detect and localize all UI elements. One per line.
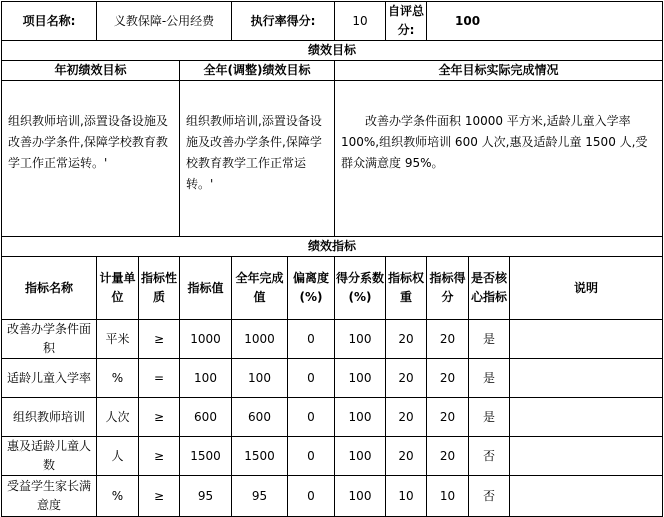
indicator-coefficient: 100 (335, 320, 386, 359)
table-row (2, 476, 663, 517)
goals-content-row (2, 81, 663, 237)
indicator-weight: 10 (386, 476, 427, 517)
goals-section-row (2, 41, 663, 61)
project-name-label: 项目名称: (2, 2, 97, 41)
indicator-nature: ≥ (139, 398, 180, 437)
table-row (2, 437, 663, 476)
execution-score-value: 10 (335, 2, 386, 41)
indicators-section-row (2, 237, 663, 257)
indicator-name: 适龄儿童入学率 (2, 359, 97, 398)
indicators-section-title: 绩效指标 (2, 237, 663, 257)
indicator-nature: ≥ (139, 320, 180, 359)
actual-completion-header: 全年目标实际完成情况 (335, 61, 663, 81)
initial-goal-text: 组织教师培训,添置设备设施及改善办学条件,保障学校教育教学工作正常运转。' (2, 81, 180, 237)
table-row (2, 320, 663, 359)
col-header-weight: 指标权重 (386, 257, 427, 320)
project-name-value: 义教保障-公用经费 (97, 2, 232, 41)
indicator-target: 100 (180, 359, 232, 398)
indicator-deviation: 0 (288, 398, 335, 437)
indicator-target: 1000 (180, 320, 232, 359)
indicator-core: 是 (469, 320, 510, 359)
col-header-target: 指标值 (180, 257, 232, 320)
adjusted-goal-text: 组织教师培训,添置设备设施及改善办学条件,保障学校教育教学工作正常运转。' (180, 81, 335, 237)
indicator-nature: ≥ (139, 437, 180, 476)
indicator-note (510, 437, 663, 476)
indicator-target: 1500 (180, 437, 232, 476)
actual-completion-text: 改善办学条件面积 10000 平方米,适龄儿童入学率 100%,组织教师培训 600 人次,惠及适龄儿童 1500 人,受群众满意度 95%。 (335, 81, 663, 237)
indicator-target: 600 (180, 398, 232, 437)
indicator-weight: 20 (386, 359, 427, 398)
indicator-name: 组织教师培训 (2, 398, 97, 437)
self-eval-label: 自评总分: (386, 2, 427, 41)
header-row (2, 2, 663, 41)
col-header-score: 指标得分 (427, 257, 469, 320)
goals-header-row (2, 61, 663, 81)
indicator-core: 是 (469, 359, 510, 398)
execution-score-label: 执行率得分: (232, 2, 335, 41)
col-header-unit: 计量单位 (97, 257, 139, 320)
initial-goal-header: 年初绩效目标 (2, 61, 180, 81)
col-header-name: 指标名称 (2, 257, 97, 320)
indicator-coefficient: 100 (335, 437, 386, 476)
indicator-deviation: 0 (288, 359, 335, 398)
indicator-score: 10 (427, 476, 469, 517)
indicator-deviation: 0 (288, 476, 335, 517)
indicator-weight: 20 (386, 437, 427, 476)
indicator-deviation: 0 (288, 437, 335, 476)
indicator-core: 否 (469, 437, 510, 476)
indicator-actual: 100 (232, 359, 288, 398)
indicator-unit: 平米 (97, 320, 139, 359)
col-header-actual: 全年完成值 (232, 257, 288, 320)
col-header-coefficient: 得分系数(%) (335, 257, 386, 320)
performance-table (1, 1, 663, 517)
indicator-actual: 1500 (232, 437, 288, 476)
goals-section-title: 绩效目标 (2, 41, 663, 61)
indicator-core: 否 (469, 476, 510, 517)
table-row (2, 398, 663, 437)
indicator-unit: % (97, 476, 139, 517)
adjusted-goal-header: 全年(调整)绩效目标 (180, 61, 335, 81)
indicator-actual: 1000 (232, 320, 288, 359)
indicator-name: 受益学生家长满意度 (2, 476, 97, 517)
indicators-header-row (2, 257, 663, 320)
indicator-coefficient: 100 (335, 398, 386, 437)
table-row (2, 359, 663, 398)
indicator-core: 是 (469, 398, 510, 437)
self-eval-value: 100 (427, 2, 663, 41)
indicator-unit: % (97, 359, 139, 398)
indicator-target: 95 (180, 476, 232, 517)
indicator-coefficient: 100 (335, 476, 386, 517)
indicator-nature: = (139, 359, 180, 398)
indicator-coefficient: 100 (335, 359, 386, 398)
indicator-note (510, 476, 663, 517)
col-header-nature: 指标性质 (139, 257, 180, 320)
indicator-unit: 人 (97, 437, 139, 476)
indicator-score: 20 (427, 437, 469, 476)
indicator-name: 改善办学条件面积 (2, 320, 97, 359)
indicator-actual: 95 (232, 476, 288, 517)
indicator-nature: ≥ (139, 476, 180, 517)
indicator-weight: 20 (386, 320, 427, 359)
indicator-unit: 人次 (97, 398, 139, 437)
indicator-note (510, 320, 663, 359)
indicator-note (510, 398, 663, 437)
indicator-score: 20 (427, 320, 469, 359)
indicator-actual: 600 (232, 398, 288, 437)
indicator-score: 20 (427, 359, 469, 398)
col-header-core: 是否核心指标 (469, 257, 510, 320)
indicator-note (510, 359, 663, 398)
indicator-name: 惠及适龄儿童人数 (2, 437, 97, 476)
indicator-score: 20 (427, 398, 469, 437)
col-header-note: 说明 (510, 257, 663, 320)
indicator-deviation: 0 (288, 320, 335, 359)
indicator-weight: 20 (386, 398, 427, 437)
col-header-deviation: 偏离度(%) (288, 257, 335, 320)
